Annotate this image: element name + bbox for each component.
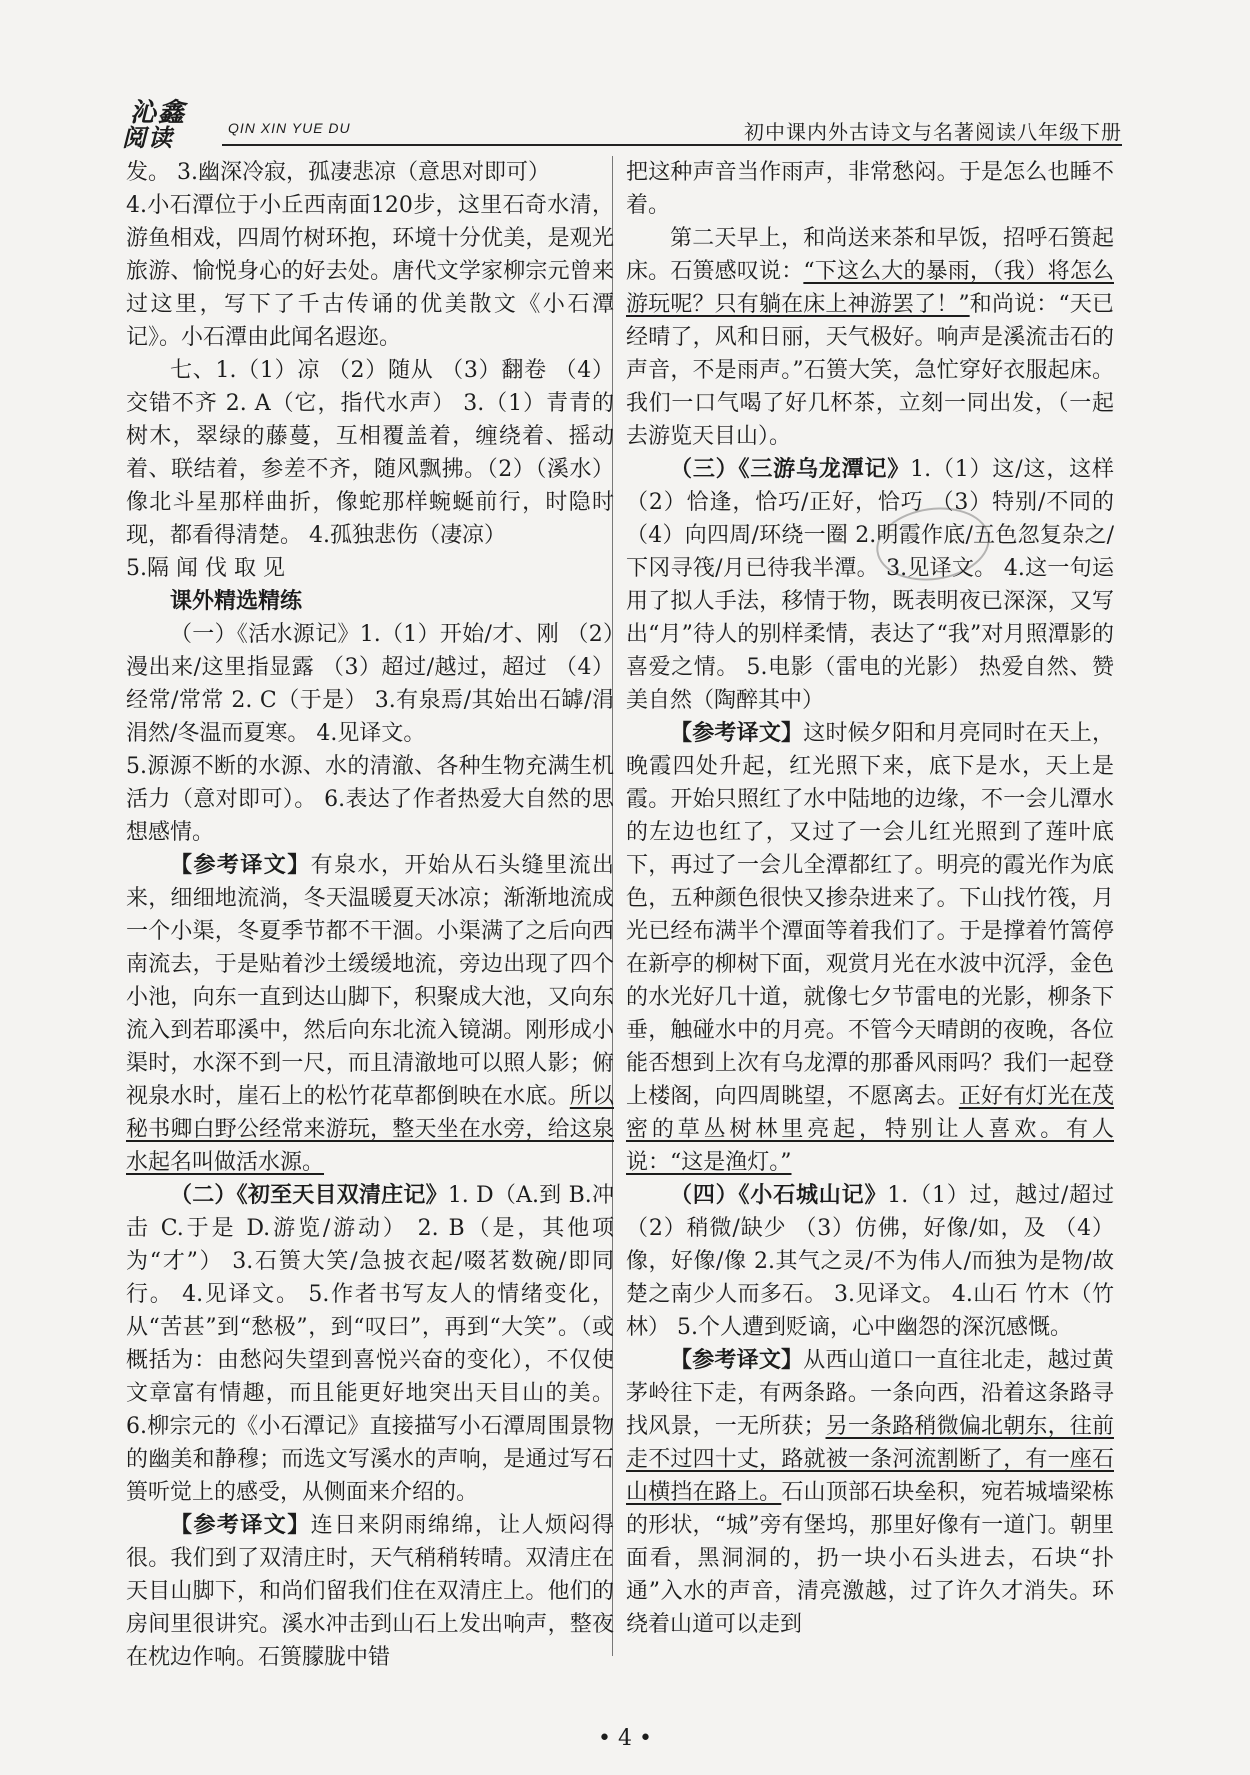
- translation-label: 【参考译文】: [170, 1512, 311, 1538]
- translation-text: 从西山道口一直往北走，越过黄茅岭往下走，有两条路。一条向西，沿着这条路寻找风景，一无所获；: [626, 1348, 1114, 1439]
- translation-paragraph: [126, 1509, 614, 1674]
- answer-paragraph: 4.小石潭位于小丘西南面120步，这里石奇水清，游鱼相戏，四周竹树环抱，环境十分优美，是观光旅游、愉悦身心的好去处。唐代文学家柳宗元曾来过这里，写下了千古传诵的优美散文《小石潭记》。小石潭由此闻名遐迩。: [126, 193, 614, 350]
- answer-paragraph: [626, 1179, 1114, 1344]
- header-rule: [222, 144, 1122, 146]
- translation-label: 【参考译文】: [170, 852, 311, 878]
- right-column: [626, 156, 1114, 1641]
- brand-logo-bottom: 阅读: [122, 123, 174, 152]
- brand-logo-top: 沁鑫: [130, 98, 187, 128]
- page-header: [122, 88, 1122, 152]
- underlined-text: 正好有灯光在茂密的草丛树林里亮起，特别让人喜欢。有人说：“这是渔灯。”: [626, 1084, 1114, 1175]
- translation-paragraph: [626, 222, 1114, 453]
- translation-text: 第二天早上，和尚送来茶和早饭，招呼石篑起床。石篑感叹说：: [626, 226, 1114, 284]
- answer-text: 1.（1）过，越过/超过 （2）稍微/缺少 （3）仿佛，好像/如，及 （4）像，好像/像 2.其气之灵/不为伟人/而独为是物/故楚之南少人而多石。 3.见译文。 4.山石 竹木（竹林） 5.个人遭到贬谪，心中幽怨的深沉感慨。: [626, 1183, 1114, 1340]
- translation-text: 石山顶部石块垒积，宛若城墙梁栋的形状，“城”旁有堡坞，那里好像有一道门。朝里面看，黑洞洞的，扔一块小石头进去，石块“扑通”入水的声音，清亮激越，过了许久才消失。环绕着山道可以走到: [626, 1480, 1114, 1637]
- answer-paragraph: [126, 1179, 614, 1509]
- translation-text: 连日来阴雨绵绵，让人烦闷得很。我们到了双清庄时，天气稍稍转晴。双清庄在天目山脚下，和尚们留我们住在双清庄上。他们的房间里很讲究。溪水冲击到山石上发出响声，整夜在枕边作响。石篑朦胧中错: [126, 1513, 614, 1670]
- section-heading: 课外精选精练: [170, 588, 303, 614]
- underlined-text: “下这么大的暴雨，（我）将怎么游玩呢？只有躺在床上神游罢了！”: [626, 259, 1114, 317]
- translation-text: 和尚说：“天已经晴了，风和日丽，天气极好。响声是溪流击石的声音，不是雨声。”石篑大笑，急忙穿好衣服起床。我们一口气喝了好几杯茶，立刻一同出发，（一起去游览天目山）。: [626, 292, 1115, 449]
- book-title: 初中课内外古诗文与名著阅读八年级下册: [744, 120, 1122, 144]
- answer-text: 1. D（A.到 B.冲击 C.于是 D.游览/游动） 2. B（是，其他项为“才”） 3.石篑大笑/急披衣起/啜茗数碗/即同行。 4.见译文。 5.作者书写友人的情绪变化，从“苦甚”到“愁极”，到“叹曰”，再到“大笑”。（或概括为：由愁闷失望到喜悦兴奋的变化），不仅使文章富有情趣，而且能更好地突出天目山的美。 6.柳宗元的《小石潭记》直接描写小石潭周围景物的幽美和静穆；而选文写溪水的声响，是通过写石篑听觉上的感受，从侧面来介绍的。: [126, 1183, 614, 1505]
- answer-text: 1.（1）这/这，这样 （2）恰逢，恰巧/正好，恰巧 （3）特别/不同的 （4）向四周/环绕一圈 2.明霞作底/五色忽复杂之/下冈寻筏/月已待我半潭。 3.见译文。 4.这一句运用了拟人手法，移情于物，既表明夜已深深，又写出“月”待人的别样柔情，表达了“我”对月照潭影的喜爱之情。 5.电影（雷电的光影） 热爱自然、赞美自然（陶醉其中）: [626, 457, 1114, 713]
- translation-text: 这时候夕阳和月亮同时在天上，晚霞四处升起，红光照下来，底下是水，天上是霞。开始只照红了水中陆地的边缘，不一会儿潭水的左边也红了，又过了一会儿红光照到了莲叶底下，再过了一会儿全潭都红了。明亮的霞光作为底色，五种颜色很快又掺杂进来了。下山找竹筏，月光已经布满半个潭面等着我们了。于是撑着竹篙停在新亭的柳树下面，观赏月光在水波中沉浮，金色的水光好几十道，就像七夕节雷电的光影，柳条下垂，触碰水中的月亮。不管今天晴朗的夜晚，各位能否想到上次有乌龙潭的那番风雨吗？我们一起登上楼阁，向四周眺望，不愿离去。: [626, 721, 1114, 1109]
- answer-paragraph: 发。 3.幽深冷寂，孤凄悲凉（意思对即可）: [126, 160, 550, 185]
- page-number: • 4 •: [598, 1726, 652, 1751]
- answer-paragraph: （一）《活水源记》1.（1）开始/才、刚 （2）漫出来/这里指显露 （3）超过/越过，超过 （4）经常/常常 2. C（于是） 3.有泉焉/其始出石罅/涓涓然/冬温而夏寒。 4.见译文。: [126, 622, 614, 746]
- section-heading: （二）《初至天目双清庄记》: [170, 1182, 448, 1208]
- translation-label: 【参考译文】: [670, 1347, 804, 1373]
- answer-paragraph: [626, 453, 1114, 717]
- translation-label: 【参考译文】: [670, 720, 804, 746]
- answer-paragraph: 七、1.（1）凉 （2）随从 （3）翻卷 （4）交错不齐 2. A（它，指代水声） 3.（1）青青的树木，翠绿的藤蔓，互相覆盖着，缠绕着、摇动着、联结着，参差不齐，随风飘拂。（2）（溪水）像北斗星那样曲折，像蛇那样蜿蜒前行，时隐时现，都看得清楚。 4.孤独悲伤（凄凉）: [126, 358, 614, 548]
- translation-paragraph: [626, 717, 1114, 1179]
- translation-paragraph: [626, 1344, 1114, 1641]
- left-column: [126, 156, 614, 1674]
- answer-paragraph: 5.隔 闻 伐 取 见: [126, 556, 285, 581]
- underlined-text: 另一条路稍微偏北朝东，往前走不过四十丈，路就被一条河流割断了，有一座石山横挡在路上。: [626, 1414, 1114, 1505]
- brand-logo-english: QIN XIN YUE DU: [228, 120, 351, 136]
- section-heading: （三）《三游乌龙潭记》: [670, 456, 911, 482]
- answer-paragraph: 5.源源不断的水源、水的清澈、各种生物充满生机活力（意对即可）。 6.表达了作者热爱大自然的思想感情。: [126, 754, 614, 845]
- translation-text: 有泉水，开始从石头缝里流出来，细细地流淌，冬天温暖夏天冰凉；渐渐地流成一个小渠，冬夏季节都不干涸。小渠满了之后向西南流去，于是贴着沙土缓缓地流，旁边出现了四个小池，向东一直到达山脚下，积聚成大池，又向东流入到若耶溪中，然后向东北流入镜湖。刚形成小渠时，水深不到一尺，而且清澈地可以照人影；俯视泉水时，崖石上的松竹花草都倒映在水底。: [126, 853, 614, 1109]
- translation-paragraph: 把这种声音当作雨声，非常愁闷。于是怎么也睡不着。: [626, 160, 1114, 218]
- underlined-text: 所以秘书卿白野公经常来游玩，整天坐在水旁，给这泉水起名叫做活水源。: [126, 1084, 614, 1175]
- section-heading: （四）《小石城山记》: [670, 1182, 888, 1208]
- translation-paragraph: [126, 849, 614, 1179]
